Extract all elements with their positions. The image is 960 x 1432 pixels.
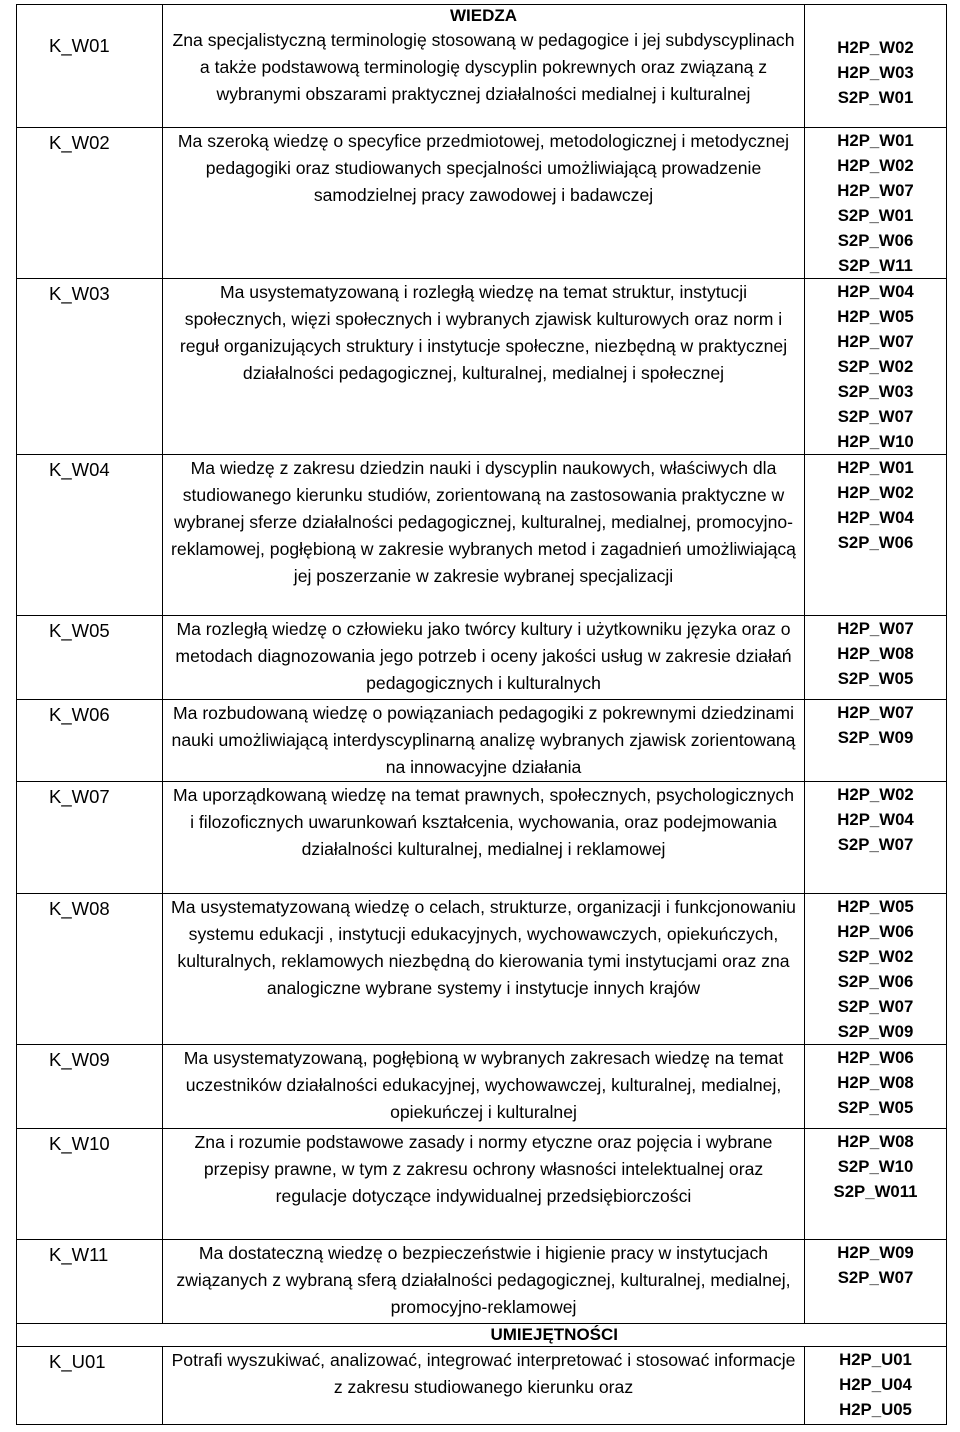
table-row	[17, 128, 947, 279]
outcome-code: K_W06	[17, 700, 163, 782]
reference-code: H2P_W02	[837, 156, 914, 175]
reference-code: S2P_W06	[837, 533, 914, 552]
section-heading-row	[17, 1324, 947, 1347]
section-heading: UMIEJĘTNOŚCI	[163, 1324, 947, 1347]
reference-code: H2P_W06	[837, 922, 914, 941]
reference-code: S2P_W07	[837, 1268, 914, 1287]
reference-code: H2P_W06	[837, 1048, 914, 1067]
outcome-references	[805, 894, 947, 1045]
table-row	[17, 700, 947, 782]
outcome-references	[805, 1045, 947, 1129]
reference-code: S2P_W02	[837, 357, 914, 376]
outcome-references	[805, 616, 947, 700]
outcome-code: K_W07	[17, 782, 163, 894]
outcome-description-cell	[163, 782, 805, 894]
outcome-description-cell	[163, 5, 805, 128]
reference-code: S2P_W06	[837, 231, 914, 250]
outcome-description-cell	[163, 894, 805, 1045]
outcome-description-cell	[163, 1240, 805, 1324]
section-heading-spacer	[17, 1324, 163, 1347]
outcome-description: Ma rozbudowaną wiedzę o powiązaniach pedagogiki z pokrewnymi dziedzinami nauki umożliwiającą interdyscyplinarną analizę wybranych zjawisk zorientowaną na innowacyjne działania	[171, 703, 796, 777]
reference-code: H2P_W02	[837, 483, 914, 502]
outcome-references	[805, 279, 947, 455]
reference-code: H2P_W07	[837, 619, 914, 638]
reference-code: H2P_W04	[837, 508, 914, 527]
reference-code: S2P_W06	[837, 972, 914, 991]
table-row	[17, 455, 947, 616]
table-row	[17, 5, 947, 128]
reference-code: H2P_W05	[837, 897, 914, 916]
reference-code: H2P_W08	[837, 644, 914, 663]
reference-code: S2P_W05	[837, 1098, 914, 1117]
outcome-description: Ma usystematyzowaną, pogłębioną w wybranych zakresach wiedzę na temat uczestników działalności edukacyjnej, wychowawczej, kulturalnej, medialnej, opiekuńczej i kulturalnej	[183, 1048, 784, 1122]
outcome-references	[805, 455, 947, 616]
reference-code: S2P_W011	[833, 1182, 918, 1201]
reference-code: S2P_W10	[837, 1157, 914, 1176]
reference-code: S2P_W11	[838, 256, 913, 275]
outcome-references	[805, 5, 947, 128]
outcome-references	[805, 782, 947, 894]
reference-code: H2P_W09	[837, 1243, 914, 1262]
table-row	[17, 894, 947, 1045]
table-row	[17, 1347, 947, 1425]
outcome-description-cell	[163, 1045, 805, 1129]
outcome-description-cell	[163, 128, 805, 279]
reference-code: H2P_W08	[837, 1073, 914, 1092]
reference-code: H2P_W07	[837, 703, 914, 722]
reference-code: S2P_W07	[837, 997, 914, 1016]
outcome-description: Ma usystematyzowaną wiedzę o celach, strukturze, organizacji i funkcjonowaniu systemu edukacji , instytucji edukacyjnych, wychowawczych, opiekuńczych, kulturalnych, reklamowych niezbędną do kierowania tymi instytucjami oraz zna analogiczne wybrane systemy i instytucje innych krajów	[171, 897, 796, 998]
table-body	[17, 5, 947, 1425]
reference-code: S2P_W07	[837, 407, 914, 426]
outcome-description: Ma dostateczną wiedzę o bezpieczeństwie i higienie pracy w instytucjach związanych z wybraną sferą działalności pedagogicznej, kulturalnej, medialnej, promocyjno-reklamowej	[176, 1243, 791, 1317]
reference-code: H2P_W01	[837, 458, 914, 477]
reference-code: S2P_W07	[837, 835, 914, 854]
outcome-references	[805, 700, 947, 782]
reference-code: S2P_W09	[837, 1022, 914, 1041]
reference-code: H2P_W07	[837, 332, 914, 351]
outcome-description: Ma uporządkowaną wiedzę na temat prawnych, społecznych, psychologicznych i filozoficznych uwarunkowań kształcenia, wychowania, oraz podejmowania działalności kulturalnej, medialnej i reklamowej	[173, 785, 794, 859]
outcome-code: K_W03	[17, 279, 163, 455]
outcome-code: K_W02	[17, 128, 163, 279]
reference-code: S2P_W01	[837, 88, 914, 107]
outcome-references	[805, 1129, 947, 1240]
reference-code: H2P_W10	[837, 432, 914, 451]
outcome-description-cell	[163, 455, 805, 616]
outcome-description-cell	[163, 1347, 805, 1425]
reference-code: H2P_W04	[837, 810, 914, 829]
outcome-description-cell	[163, 700, 805, 782]
table-row	[17, 782, 947, 894]
outcome-code: K_W11	[17, 1240, 163, 1324]
reference-code: H2P_W01	[837, 131, 914, 150]
outcome-code: K_W09	[17, 1045, 163, 1129]
outcome-code: K_W10	[17, 1129, 163, 1240]
table-row	[17, 1240, 947, 1324]
reference-code: S2P_W09	[837, 728, 914, 747]
outcome-description: Ma szeroką wiedzę o specyfice przedmiotowej, metodologicznej i metodycznej pedagogiki oraz studiowanych specjalności umożliwiającą prowadzenie samodzielnej pracy zawodowej i badawczej	[177, 131, 790, 205]
reference-code: S2P_W03	[837, 382, 914, 401]
learning-outcomes-table	[16, 4, 947, 1425]
reference-code: H2P_W08	[837, 1132, 914, 1151]
outcome-description-cell	[163, 279, 805, 455]
outcome-code: K_U01	[17, 1347, 163, 1425]
outcome-code: K_W08	[17, 894, 163, 1045]
reference-code: H2P_W03	[837, 63, 914, 82]
reference-code: H2P_W05	[837, 307, 914, 326]
outcome-references	[805, 128, 947, 279]
outcome-description: Ma rozległą wiedzę o człowieku jako twórcy kultury i użytkowniku języka oraz o metodach diagnozowania jego potrzeb i oceny jakości usług w zakresie działań pedagogicznych i kulturalnych	[175, 619, 792, 693]
table-row	[17, 1045, 947, 1129]
table-row	[17, 616, 947, 700]
reference-code: H2P_W02	[837, 785, 914, 804]
outcome-code: K_W05	[17, 616, 163, 700]
outcome-code: K_W04	[17, 455, 163, 616]
outcome-description: Zna i rozumie podstawowe zasady i normy etyczne oraz pojęcia i wybrane przepisy prawne, w tym z zakresu ochrony własności intelektualnej oraz regulacje dotyczące indywidualnej przedsiębiorczości	[194, 1132, 773, 1206]
reference-code: H2P_U01	[839, 1350, 912, 1369]
outcome-description: Ma wiedzę z zakresu dziedzin nauki i dyscyplin naukowych, właściwych dla studiowanego kierunku studiów, zorientowaną na zastosowania praktyczne w wybranej sferze działalności pedagogicznej, kulturalnej, medialnej, promocyjno-reklamowej, pogłębioną w zakresie wybranych metod i zagadnień umożliwiającą jej poszerzanie w zakresie wybranej specjalizacji	[171, 458, 796, 586]
outcome-description: Ma usystematyzowaną i rozległą wiedzę na temat struktur, instytucji społecznych, więzi społecznych i wybranych zjawisk kulturowych oraz norm i reguł organizujących struktury i instytucje społeczne, niezbędną w praktycznej działalności pedagogicznej, kulturalnej, medialnej i społecznej	[179, 282, 788, 383]
table-row	[17, 1129, 947, 1240]
reference-code: S2P_W02	[837, 947, 914, 966]
reference-code: S2P_W01	[837, 206, 914, 225]
reference-code: S2P_W05	[837, 669, 914, 688]
section-heading: WIEDZA	[449, 6, 518, 25]
outcome-references	[805, 1240, 947, 1324]
outcome-description-cell	[163, 616, 805, 700]
reference-code: H2P_W04	[837, 282, 914, 301]
reference-code: H2P_U04	[839, 1375, 912, 1394]
outcome-code: K_W01	[17, 5, 163, 128]
reference-code: H2P_W07	[837, 181, 914, 200]
outcome-description-cell	[163, 1129, 805, 1240]
reference-code: H2P_U05	[839, 1400, 912, 1419]
outcome-references	[805, 1347, 947, 1425]
table-row	[17, 279, 947, 455]
outcome-description: Potrafi wyszukiwać, analizować, integrować interpretować i stosować informacje z zakresu studiowanego kierunku oraz	[171, 1350, 796, 1397]
outcome-description: Zna specjalistyczną terminologię stosowaną w pedagogice i jej subdyscyplinach a także podstawową terminologię dyscyplin pokrewnych oraz związaną z wybranymi obszarami praktycznej działalności medialnej i kulturalnej	[172, 30, 795, 104]
reference-code: H2P_W02	[837, 38, 914, 57]
